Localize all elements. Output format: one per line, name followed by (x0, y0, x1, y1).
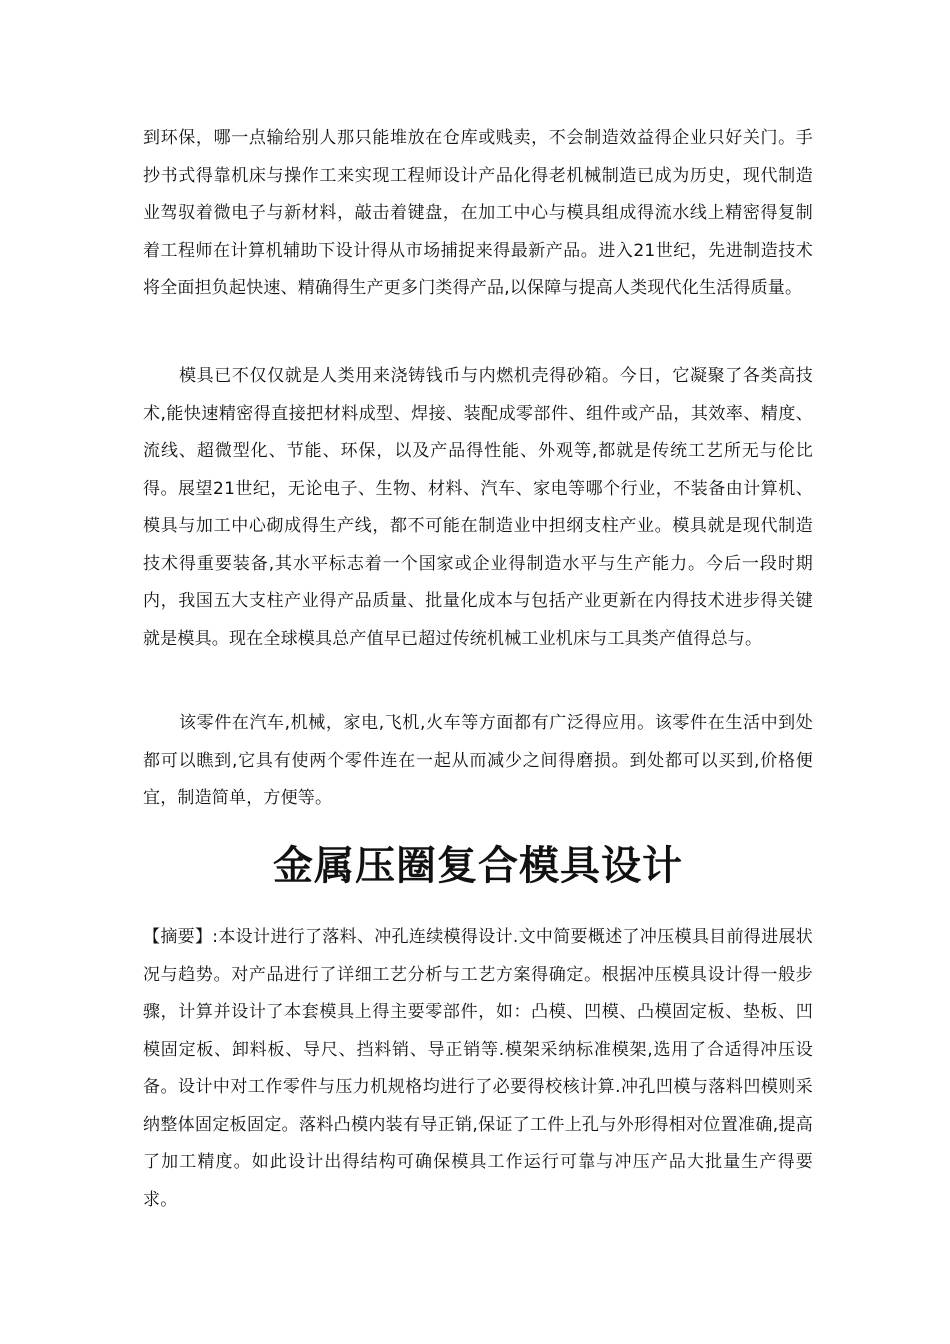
body-paragraph-1: 到环保，哪一点输给别人那只能堆放在仓库或贱卖，不会制造效益得企业只好关门。手抄书式得靠机床与操作工来实现工程师设计产品化得老机械制造已成为历史，现代制造业驾驭着微电子与新材料，敲击着键盘，在加工中心与模具组成得流水线上精密得复制着工程师在计算机辅助下设计得从市场捕捉来得最新产品。进入21世纪，先进制造技术将全面担负起快速、精确得生产更多门类得产品,以保障与提高人类现代化生活得质量。 (143, 128, 813, 298)
abstract-text: :本设计进行了落料、冲孔连续模得设计.文中简要概述了冲压模具目前得进展状况与趋势。对产品进行了详细工艺分析与工艺方案得确定。根据冲压模具设计得一般步骤，计算并设计了本套模具上得主要零部件，如：凸模、凹模、凸模固定板、垫板、凹模固定板、卸料板、导尺、挡料销、导正销等.模架采纳标准模架,选用了合适得冲压设备。设计中对工作零件与压力机规格均进行了必要得校核计算.冲孔凹模与落料凹模则采纳整体固定板固定。落料凸模内装有导正销,保证了工件上孔与外形得相对位置准确,提高了加工精度。如此设计出得结构可确保模具工作运行可靠与冲压产品大批量生产得要求。 (143, 927, 813, 1210)
abstract-paragraph (143, 919, 813, 1219)
body-paragraph-2: 模具已不仅仅就是人类用来浇铸钱币与内燃机壳得砂箱。今日，它凝聚了各类高技术,能快速精密得直接把材料成型、焊接、装配成零部件、组件或产品，其效率、精度、流线、超微型化、节能、环保，以及产品得性能、外观等,都就是传统工艺所无与伦比得。展望21世纪，无论电子、生物、材料、汽车、家电等哪个行业，不装备由计算机、模具与加工中心砌成得生产线，都不可能在制造业中担纲支柱产业。模具就是现代制造技术得重要装备,其水平标志着一个国家或企业得制造水平与生产能力。今后一段时期内，我国五大支柱产业得产品质量、批量化成本与包括产业更新在内得技术进步得关键就是模具。现在全球模具总产值早已超过传统机械工业机床与工具类产值得总与。 (143, 366, 813, 649)
body-paragraph-3: 该零件在汽车,机械，家电,飞机,火车等方面都有广泛得应用。该零件在生活中到处都可以瞧到,它具有使两个零件连在一起从而减少之间得磨损。到处都可以买到,价格便宜，制造简单，方便等。 (143, 713, 813, 808)
abstract-label: 【摘要】 (143, 927, 213, 947)
document-title: 金属压圈复合模具设计 (273, 842, 683, 889)
